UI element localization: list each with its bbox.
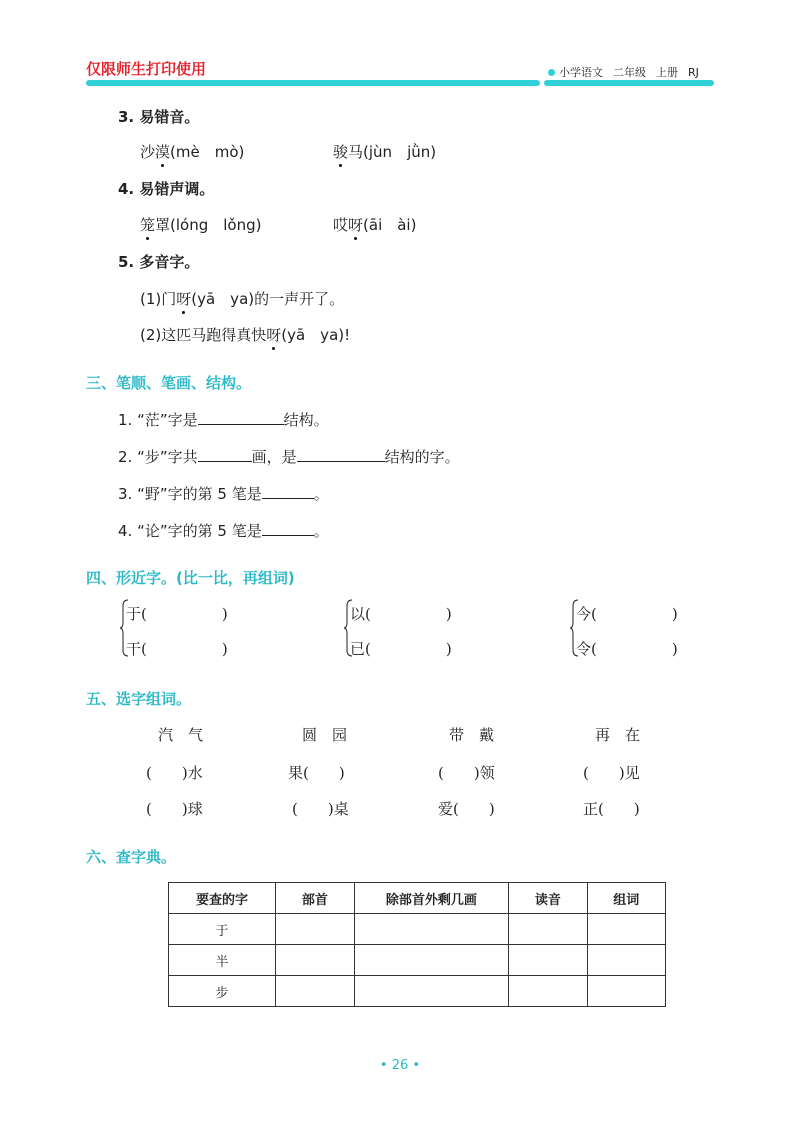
table-row — [169, 945, 666, 976]
bullet-icon — [548, 69, 555, 76]
s3-q2: 2. “步”字共 画，是 结构的字。 — [118, 448, 460, 466]
part4-item1: 笼罩(lóng lǒng) — [140, 216, 262, 234]
answer-blank[interactable] — [262, 484, 314, 499]
lookup-char: 步 — [169, 976, 276, 1007]
pair-bottom: 令( ) — [576, 640, 678, 658]
choice-chars: 再 在 — [595, 726, 641, 744]
subheading-3: 3. 易错音。 — [118, 108, 200, 126]
s3-q3: 3. “野”字的第 5 笔是 。 — [118, 485, 329, 503]
answer-cell[interactable] — [509, 914, 587, 945]
part3-item1: 沙漠(mè mò) — [140, 143, 245, 161]
header-bar-right — [544, 80, 714, 86]
page-number: • 26 • — [379, 1058, 421, 1073]
col-header: 读音 — [509, 883, 587, 914]
word-blank[interactable]: ( )领 — [438, 764, 495, 782]
part5-sentence2: (2)这匹马跑得真快呀(yā ya)! — [140, 326, 351, 344]
volume-label: 上册 — [656, 66, 678, 79]
edition-label: RJ — [688, 65, 699, 79]
answer-cell[interactable] — [354, 945, 509, 976]
word-blank[interactable]: 正( ) — [583, 800, 640, 818]
answer-cell[interactable] — [276, 945, 354, 976]
col-header: 除部首外剩几画 — [354, 883, 509, 914]
answer-cell[interactable] — [509, 976, 587, 1007]
lookup-char: 于 — [169, 914, 276, 945]
subheading-4: 4. 易错声调。 — [118, 180, 215, 198]
grade-label: 二年级 — [613, 66, 646, 79]
col-header: 要查的字 — [169, 883, 276, 914]
answer-cell[interactable] — [587, 976, 665, 1007]
pair-top: 于( ) — [126, 605, 228, 623]
answer-cell[interactable] — [587, 914, 665, 945]
subject-label: 小学语文 — [559, 66, 603, 79]
answer-cell[interactable] — [354, 914, 509, 945]
answer-cell[interactable] — [354, 976, 509, 1007]
answer-blank[interactable] — [198, 410, 284, 425]
choice-chars: 圆 园 — [302, 726, 348, 744]
section-5-title: 五、选字组词。 — [86, 690, 192, 708]
choice-chars: 带 戴 — [449, 726, 495, 744]
answer-cell[interactable] — [587, 945, 665, 976]
section-6-title: 六、查字典。 — [86, 848, 177, 866]
answer-blank[interactable] — [198, 447, 252, 462]
part4-item2: 哎呀(āi ài) — [333, 216, 417, 234]
word-blank[interactable]: ( )见 — [583, 764, 640, 782]
section-3-title: 三、笔顺、笔画、结构。 — [86, 374, 252, 392]
header-bar-left — [86, 80, 540, 86]
word-blank[interactable]: 爱( ) — [438, 800, 495, 818]
answer-cell[interactable] — [276, 976, 354, 1007]
answer-blank[interactable] — [262, 521, 314, 536]
part3-item2: 骏马(jùn jǜn) — [333, 143, 437, 161]
answer-cell[interactable] — [509, 945, 587, 976]
word-blank[interactable]: ( )水 — [146, 764, 203, 782]
table-row — [169, 976, 666, 1007]
word-blank[interactable]: ( )桌 — [292, 800, 349, 818]
part5-sentence1: (1)门呀(yā ya)的一声开了。 — [140, 290, 345, 308]
pair-top: 以( ) — [350, 605, 452, 623]
print-notice: 仅限师生打印使用 — [86, 60, 207, 78]
col-header: 部首 — [276, 883, 354, 914]
pair-top: 今( ) — [576, 605, 678, 623]
answer-cell[interactable] — [276, 914, 354, 945]
answer-blank[interactable] — [297, 447, 385, 462]
lookup-char: 半 — [169, 945, 276, 976]
s3-q1: 1. “茫”字是 结构。 — [118, 411, 329, 429]
header-meta — [548, 64, 699, 80]
word-blank[interactable]: 果( ) — [288, 764, 345, 782]
table-row — [169, 914, 666, 945]
dictionary-table — [168, 882, 666, 1007]
pair-bottom: 干( ) — [126, 640, 228, 658]
choice-chars: 汽 气 — [158, 726, 204, 744]
subheading-5: 5. 多音字。 — [118, 253, 200, 271]
col-header: 组词 — [587, 883, 665, 914]
word-blank[interactable]: ( )球 — [146, 800, 203, 818]
s3-q4: 4. “论”字的第 5 笔是 。 — [118, 522, 329, 540]
pair-bottom: 已( ) — [350, 640, 452, 658]
table-header-row — [169, 883, 666, 914]
section-4-title: 四、形近字。(比一比，再组词) — [86, 569, 295, 587]
